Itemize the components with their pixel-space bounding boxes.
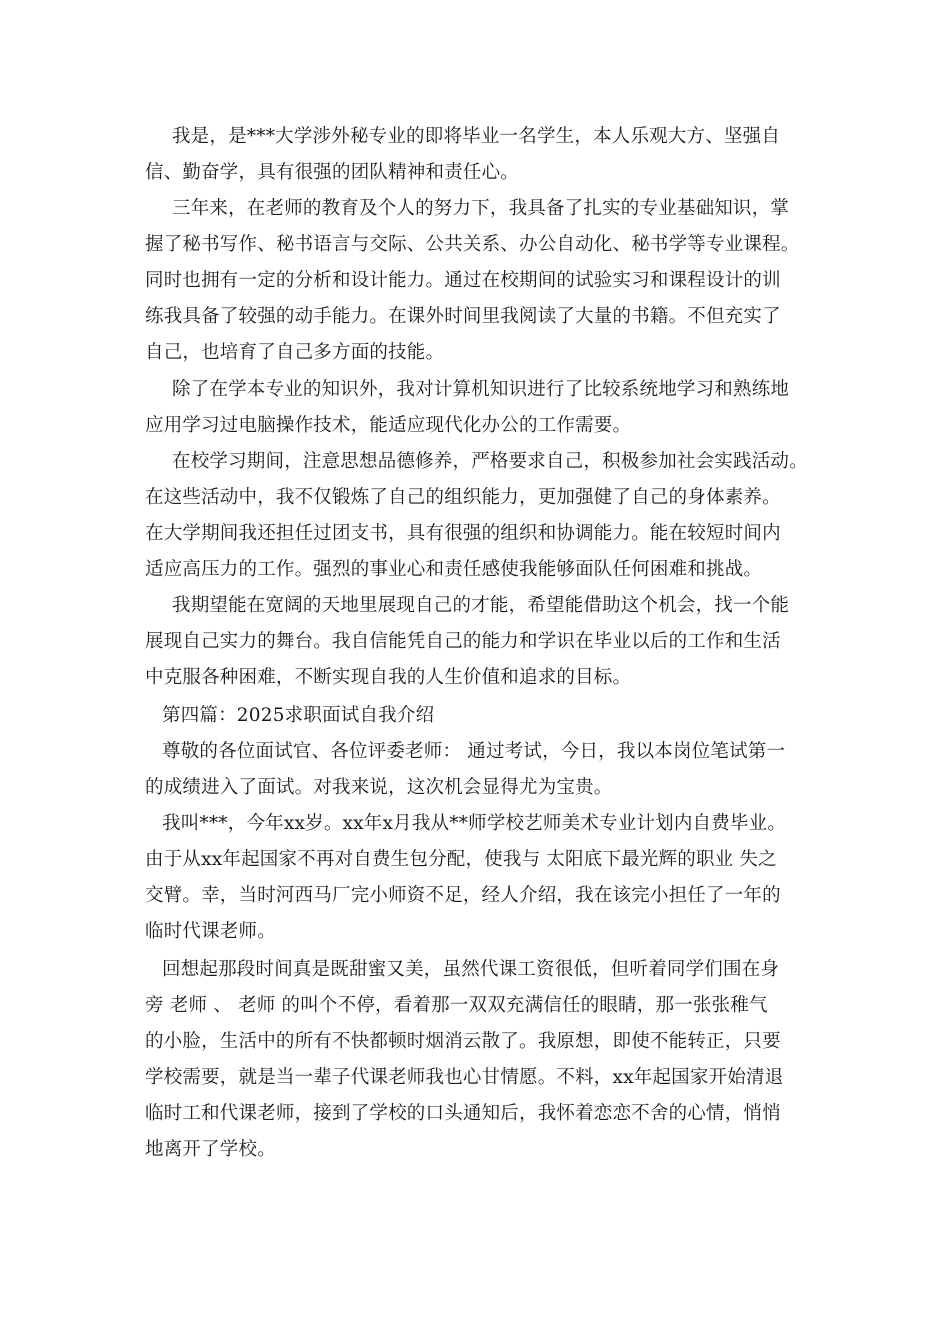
text-line: 临时工和代课老师，接到了学校的口头通知后，我怀着恋恋不舍的心情，悄悄 [145, 1103, 781, 1124]
text-line: 在大学期间我还担任过团支书，具有很强的组织和协调能力。能在较短时间内 [145, 523, 781, 544]
text-line: 自己，也培育了自己多方面的技能。 [145, 342, 445, 363]
text-line: 除了在学本专业的知识外，我对计算机知识进行了比较系统地学习和熟练地 [172, 379, 790, 400]
text-line: 我是，是***大学涉外秘专业的即将毕业一名学生，本人乐观大方、坚强自 [172, 126, 781, 147]
text-line: 的成绩进入了面试。对我来说，这次机会显得尤为宝贵。 [145, 777, 613, 798]
text-line: 中克服各种困难，不断实现自我的人生价值和追求的目标。 [145, 667, 632, 688]
text-line: 交臂。幸，当时河西马厂完小师资不足，经人介绍，我在该完小担任了一年的 [145, 885, 781, 906]
text-line: 信、勤奋学，具有很强的团队精神和责任心。 [145, 162, 520, 183]
text-line: 的小脸，生活中的所有不快都顿时烟消云散了。我原想，即使不能转正，只要 [145, 1031, 781, 1052]
text-line: 在校学习期间，注意思想品德修养，严格要求自己，积极参加社会实践活动。 [172, 451, 808, 472]
text-line: 学校需要，就是当一辈子代课老师我也心甘情愿。不料，xx年起国家开始清退 [145, 1067, 784, 1088]
text-line: 适应高压力的工作。强烈的事业心和责任感使我能够面队任何困难和挑战。 [145, 559, 763, 580]
text-line: 展现自己实力的舞台。我自信能凭自己的能力和学识在毕业以后的工作和生活 [145, 631, 781, 652]
text-line: 我叫***，今年xx岁。xx年x月我从**师学校艺师美术专业计划内自费毕业。 [162, 813, 787, 834]
text-line: 我期望能在宽阔的天地里展现自己的才能，希望能借助这个机会，找一个能 [172, 595, 790, 616]
section-heading: 第四篇：2025求职面试自我介绍 [162, 705, 435, 726]
text-line: 由于从xx年起国家不再对自费生包分配，使我与 太阳底下最光辉的职业 失之 [145, 849, 777, 870]
text-line: 尊敬的各位面试官、各位评委老师： 通过考试，今日，我以本岗位笔试第一 [162, 741, 786, 762]
text-line: 练我具备了较强的动手能力。在课外时间里我阅读了大量的书籍。不但充实了 [145, 306, 781, 327]
text-line: 旁 老师 、 老师 的叫个不停，看着那一双双充满信任的眼睛，那一张张稚气 [145, 995, 768, 1016]
text-line: 三年来，在老师的教育及个人的努力下，我具备了扎实的专业基础知识，掌 [172, 198, 790, 219]
text-line: 同时也拥有一定的分析和设计能力。通过在校期间的试验实习和课程设计的训 [145, 270, 781, 291]
text-line: 临时代课老师。 [145, 921, 276, 942]
text-line: 地离开了学校。 [145, 1139, 276, 1160]
text-line: 回想起那段时间真是既甜蜜又美，虽然代课工资很低，但听着同学们围在身 [162, 959, 780, 980]
text-line: 应用学习过电脑操作技术，能适应现代化办公的工作需要。 [145, 415, 632, 436]
text-line: 握了秘书写作、秘书语言与交际、公共关系、办公自动化、秘书学等专业课程。 [145, 234, 800, 255]
text-line: 在这些活动中，我不仅锻炼了自己的组织能力，更加强健了自己的身体素养。 [145, 487, 781, 508]
